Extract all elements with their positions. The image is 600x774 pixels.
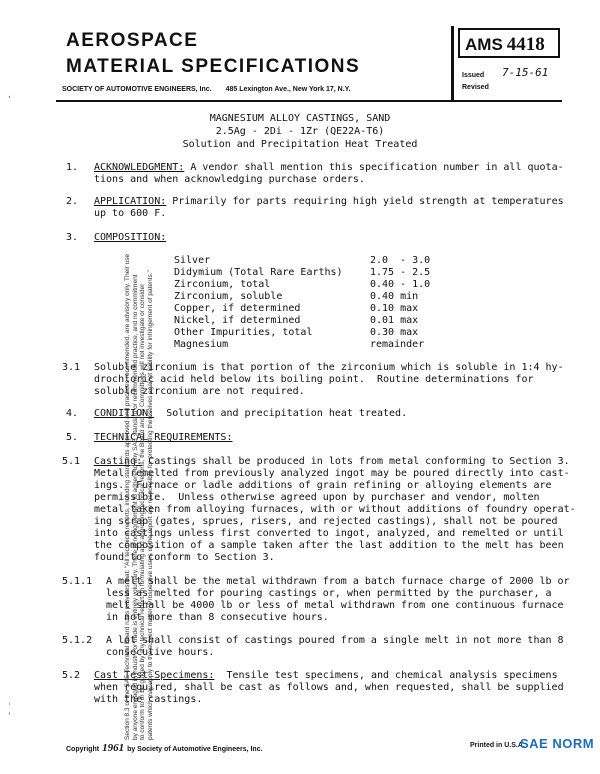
composition-value: 0.10 max <box>370 303 419 314</box>
section-5-number: 5. <box>66 432 79 443</box>
composition-value: 2.0 - 3.0 <box>370 255 431 266</box>
margin-mark-icon: · <box>8 700 11 710</box>
section-1-heading: ACKNOWLEDGMENT: <box>94 162 185 173</box>
section-3-1-line-3: soluble zirconium are not required. <box>94 386 305 397</box>
section-5-1-heading: Casting: <box>94 456 143 467</box>
revised-label: Revised <box>462 84 489 91</box>
composition-value: remainder <box>370 339 425 350</box>
section-5-1-line-1: Casting: Castings shall be produced in lots from metal conforming to Section 3. <box>94 456 570 467</box>
section-5-1-1-line-4: in not more than 8 consecutive hours. <box>106 612 329 623</box>
section-5-1-line-3: ings. Furnace or ladle additions of grain refining or alloying elements are <box>94 480 552 491</box>
section-3-heading: COMPOSITION: <box>94 232 167 243</box>
section-5-2-line-2: when required, shall be cast as follows and, when requested, shall be supplied <box>94 682 564 693</box>
society-name: SOCIETY OF AUTOMOTIVE ENGINEERS, Inc. <box>62 86 212 93</box>
section-5-1-line-4: permissible. Unless otherwise agreed upon by purchaser and vendor, molten <box>94 492 540 503</box>
section-2-heading: APPLICATION: <box>94 196 167 207</box>
section-5-1-line-2: Metal remelted from previously analyzed ingot may be poured directly into cast- <box>94 468 570 479</box>
section-3-1-line-2: drochloric acid held below its boiling point. Routine determinations for <box>94 374 534 385</box>
margin-mark-icon: ʻ <box>8 712 11 722</box>
section-1-number: 1. <box>66 162 79 173</box>
watermark: SAE NORM <box>520 736 595 751</box>
society-address: 485 Lexington Ave., New York 17, N.Y. <box>225 86 351 93</box>
section-5-2-line-3: with the castings. <box>94 694 203 705</box>
section-5-1-line-9: found to conform to Section 3. <box>94 552 275 563</box>
issued-label: Issued <box>462 72 485 79</box>
composition-value: 0.40 min <box>370 291 419 302</box>
composition-element: Zirconium, total <box>174 279 271 290</box>
composition-value: 0.30 max <box>370 327 419 338</box>
section-5-1-1-number: 5.1.1 <box>62 576 93 587</box>
section-3-1-line-1: Soluble zirconium is that portion of the zirconium which is soluble in 1:4 hy- <box>94 362 564 373</box>
title-line-3: Solution and Precipitation Heat Treated <box>182 139 418 150</box>
section-5-1-1-line-2: less as melted for pouring castings or, when permitted by the purchaser, a <box>106 588 552 599</box>
section-3-number: 3. <box>66 232 79 243</box>
section-1-line-2: tions and when acknowledging purchase orders. <box>94 174 365 185</box>
section-5-1-2-line-1: A lot shall consist of castings poured from a single melt in not more than 8 <box>106 635 564 646</box>
composition-element: Nickel, if determined <box>174 315 301 326</box>
header-material-specifications: MATERIAL SPECIFICATIONS <box>66 56 361 77</box>
side-disclaimer: Section 8.3 of the SAE Technical Board rules provides that: "All technical reports, including standards approved and practices recommended, are advisory only. Their use by anyone engaged in industry or trade is entirely voluntary. There is no agreement to adhere to any SAE standard or recommended practice, and no commitment to conform to or be guided by any technical report. In formulating and approving technical reports, the Board and its Committees will not investigate or consider patents which may apply to the subject matter. Prospective users of the report are responsible for protecting themselves against liability for infringement of patents." <box>124 253 154 740</box>
section-5-heading: TECHNICAL REQUIREMENTS: <box>94 432 233 443</box>
title-line-1: MAGNESIUM ALLOY CASTINGS, SAND <box>209 113 391 124</box>
section-5-1-2-line-2: consecutive hours. <box>106 647 215 658</box>
margin-mark-icon: , <box>8 90 11 100</box>
composition-value: 0.40 - 1.0 <box>370 279 431 290</box>
composition-element: Zirconium, soluble <box>174 291 283 302</box>
section-4-heading: CONDITION: <box>94 408 155 419</box>
society-line <box>62 86 365 93</box>
printed-in: Printed in U.S.A. <box>470 742 525 749</box>
composition-element: Didymium (Total Rare Earths) <box>174 267 343 278</box>
composition-element: Other Impurities, total <box>174 327 313 338</box>
header-divider-vertical <box>451 26 454 102</box>
section-5-1-2-number: 5.1.2 <box>62 635 93 646</box>
section-4-text: CONDITION: Solution and precipitation heat treated. <box>94 408 408 419</box>
section-2-text: APPLICATION: Primarily for parts requiring high yield strength at temperatures <box>94 196 564 207</box>
section-5-1-1-line-3: melt shall be 4000 lb or less of metal withdrawn from one continuous furnace <box>106 600 564 611</box>
composition-element: Magnesium <box>174 339 229 350</box>
issued-date: 7-15-61 <box>502 66 549 79</box>
section-2-number: 2. <box>66 196 79 207</box>
title-line-2: 2.5Ag - 2Di - 1Zr (QE22A-T6) <box>215 126 385 137</box>
ams-number-box <box>458 28 560 58</box>
section-5-1-line-8: the composition of a sample taken after the last addition to the melt has been <box>94 540 564 551</box>
section-1-text: ACKNOWLEDGMENT: A vendor shall mention this specification number in all quota- <box>94 162 564 173</box>
copyright-line: Copyright 1961 by Society of Automotive Engineers, Inc. <box>66 742 263 754</box>
section-5-2-heading: Cast Test Specimens: <box>94 670 215 681</box>
copyright-year: 1961 <box>102 742 125 754</box>
section-5-1-line-5: metal taken from alloying furnaces, with or without additions of foundry operat- <box>94 504 576 515</box>
section-5-1-1-line-1: A melt shall be the metal withdrawn from a batch furnace charge of 2000 lb or <box>106 576 570 587</box>
section-5-1-line-6: ing scrap (gates, sprues, risers, and rejected castings), shall not be poured <box>94 516 558 527</box>
ams-label: AMS <box>465 35 503 54</box>
composition-value: 0.01 max <box>370 315 419 326</box>
section-2-line-2: up to 600 F. <box>94 208 167 219</box>
section-4-number: 4. <box>66 408 79 419</box>
section-3-1-number: 3.1 <box>62 362 81 373</box>
ams-number: 4418 <box>506 34 545 55</box>
composition-element: Copper, if determined <box>174 303 301 314</box>
section-5-2-number: 5.2 <box>62 670 81 681</box>
composition-element: Silver <box>174 255 211 266</box>
section-5-1-line-7: into castings unless first converted to ingot, analyzed, and remelted or until <box>94 528 564 539</box>
section-5-1-number: 5.1 <box>62 456 81 467</box>
section-5-2-line-1: Cast Test Specimens: Tensile test specimens, and chemical analysis specimens <box>94 670 558 681</box>
header-aerospace: AEROSPACE <box>66 30 199 51</box>
composition-value: 1.75 - 2.5 <box>370 267 431 278</box>
